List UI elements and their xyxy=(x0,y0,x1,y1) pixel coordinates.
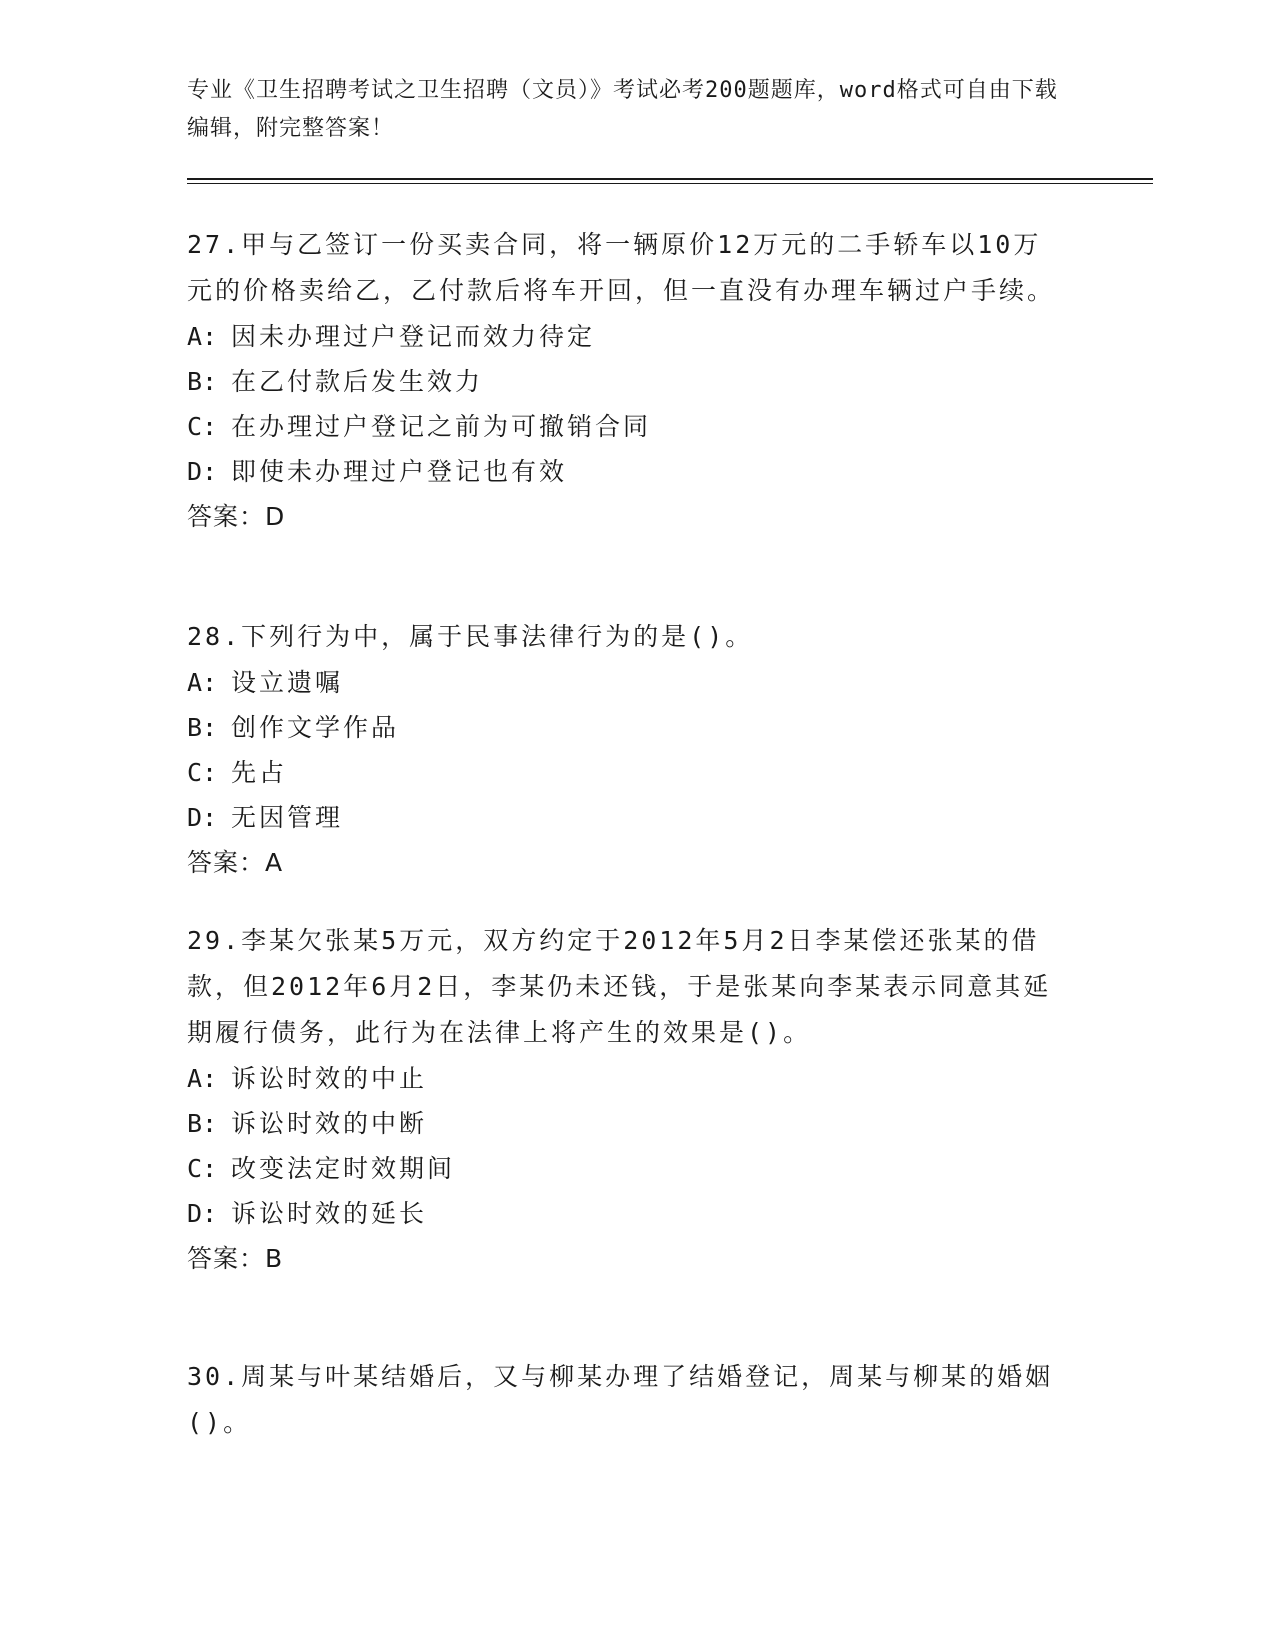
option-b xyxy=(187,359,1067,404)
question-30 xyxy=(187,1354,1067,1446)
option-text: 即使未办理过户登记也有效 xyxy=(231,457,568,486)
option-label: D: xyxy=(187,1199,218,1228)
question-stem: 27.甲与乙签订一份买卖合同，将一辆原价12万元的二手轿车以10万元的价格卖给乙，乙付款后将车开回，但一直没有办理车辆过户手续。 xyxy=(187,230,1056,305)
question-28 xyxy=(187,614,1067,886)
header-divider xyxy=(187,178,1153,180)
option-d xyxy=(187,795,1067,840)
option-text: 诉讼时效的中断 xyxy=(231,1109,428,1138)
option-text: 改变法定时效期间 xyxy=(231,1154,456,1183)
option-text: 因未办理过户登记而效力待定 xyxy=(231,322,596,351)
option-d xyxy=(187,1191,1067,1236)
option-text: 先占 xyxy=(231,758,288,787)
option-label: D: xyxy=(187,803,218,832)
document-header: 专业《卫生招聘考试之卫生招聘（文员）》考试必考200题题库，word格式可自由下载编辑，附完整答案！ xyxy=(187,78,1058,141)
option-label: C: xyxy=(187,1154,218,1183)
option-text: 诉讼时效的延长 xyxy=(231,1199,428,1228)
option-label: A: xyxy=(187,322,218,351)
option-b xyxy=(187,1101,1067,1146)
header-divider-thin xyxy=(187,183,1153,184)
option-label: C: xyxy=(187,758,218,787)
option-label: A: xyxy=(187,668,218,697)
question-29 xyxy=(187,918,1067,1282)
answer: 答案：D xyxy=(187,502,286,531)
option-c xyxy=(187,1146,1067,1191)
option-text: 在乙付款后发生效力 xyxy=(231,367,484,396)
option-label: B: xyxy=(187,713,218,742)
option-text: 无因管理 xyxy=(231,803,344,832)
question-stem: 29.李某欠张某5万元，双方约定于2012年5月2日李某偿还张某的借款，但2012年6月2日，李某仍未还钱，于是张某向李某表示同意其延期履行债务，此行为在法律上将产生的效果是()。 xyxy=(187,926,1052,1047)
option-b xyxy=(187,705,1067,750)
option-d xyxy=(187,449,1067,494)
option-text: 诉讼时效的中止 xyxy=(231,1064,428,1093)
option-c xyxy=(187,750,1067,795)
option-c xyxy=(187,404,1067,449)
option-text: 创作文学作品 xyxy=(231,713,400,742)
option-label: B: xyxy=(187,1109,218,1138)
option-label: B: xyxy=(187,367,218,396)
question-27 xyxy=(187,222,1067,540)
option-text: 在办理过户登记之前为可撤销合同 xyxy=(231,412,652,441)
option-a xyxy=(187,314,1067,359)
answer: 答案：A xyxy=(187,848,284,877)
answer: 答案：B xyxy=(187,1244,284,1273)
option-label: A: xyxy=(187,1064,218,1093)
option-text: 设立遗嘱 xyxy=(231,668,344,697)
option-label: D: xyxy=(187,457,218,486)
option-a xyxy=(187,1056,1067,1101)
option-a xyxy=(187,660,1067,705)
option-label: C: xyxy=(187,412,218,441)
question-stem: 30.周某与叶某结婚后，又与柳某办理了结婚登记，周某与柳某的婚姻()。 xyxy=(187,1362,1054,1437)
question-stem: 28.下列行为中，属于民事法律行为的是()。 xyxy=(187,622,754,651)
